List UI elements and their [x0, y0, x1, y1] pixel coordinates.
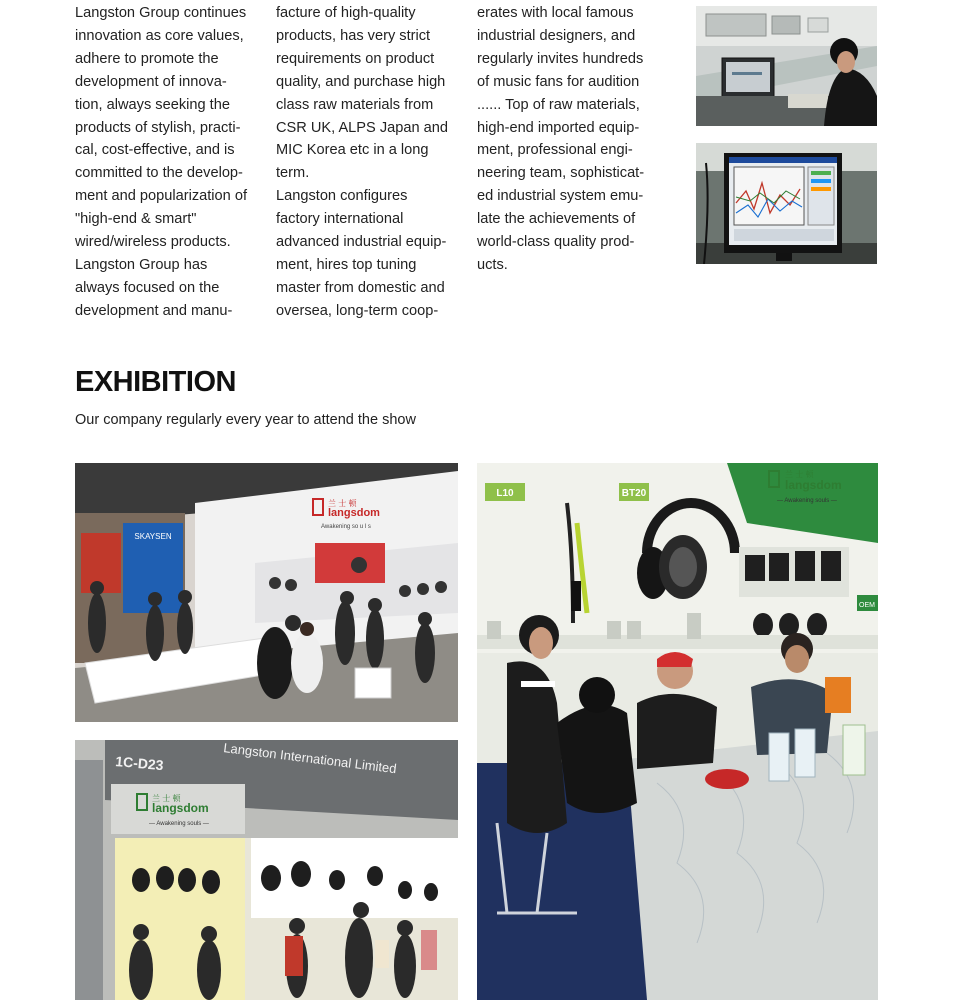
booth-brand-logo-text: langsdom	[152, 801, 209, 815]
svg-text:SKAYSEN: SKAYSEN	[134, 532, 172, 541]
intro-text-1: Langston Group continues innovation as core values, adhere to promote the development of innova- tion, always seeking the products of stylish, practi- cal, cost-effective, and is committed to the develop- ment and popularization of "high-end & smart" wired/wireless products. Langston Group has always focused on the development and manu-	[75, 5, 247, 319]
booth-overview-photo	[75, 463, 458, 722]
intro-text-3: erates with local famous industrial designers, and regularly invites hundreds of music fans for audition ...... Top of raw materials, high-end imported equip- ment, professional engi- neering team, sophisticat- ed industrial system emu- late the achievements of world-class quality prod- ucts.	[477, 5, 645, 273]
right-brand-logo-text: langsdom	[785, 478, 842, 492]
lab-testing-photo	[696, 6, 877, 126]
oem-panel-text: OEM	[859, 602, 875, 609]
booth-tagline-2-text: — Awakening souls —	[149, 821, 209, 827]
right-tagline-text: — Awakening souls —	[777, 498, 837, 504]
brand-logo-text: langsdom	[328, 507, 380, 519]
booth-tagline-text: Awakening so u l s	[321, 524, 371, 530]
booth-company-text: Langston International Limited	[222, 740, 398, 777]
model-bt20-text: BT20	[621, 488, 647, 499]
exhibition-subtitle: Our company regularly every year to attend the show	[75, 412, 416, 428]
booth-brand-cn-text: 兰 士 顿	[152, 794, 181, 803]
intro-column-2	[276, 2, 462, 323]
measurement-monitor-photo	[696, 143, 877, 264]
intro-text-2: facture of high-quality products, has very strict requirements on product quality, and purchase high class raw materials from CSR UK, ALPS Japan and MIC Korea etc in a long term. Langston configures factory international advanced industrial equip- ment, hires top tuning master from domestic and oversea, long-term coop-	[276, 5, 448, 319]
right-brand-cn-text: 兰 士 顿	[785, 470, 814, 479]
booth-code-text: 1C-D23	[114, 753, 165, 774]
brand-cn-text: 兰 士 顿	[328, 499, 357, 508]
intro-column-3	[477, 2, 663, 277]
intro-column-1	[75, 2, 261, 323]
booth-meeting-photo	[477, 463, 878, 1000]
booth-front-photo	[75, 740, 458, 1000]
model-l10-text: L10	[496, 488, 514, 499]
exhibition-title: EXHIBITION	[75, 366, 236, 398]
